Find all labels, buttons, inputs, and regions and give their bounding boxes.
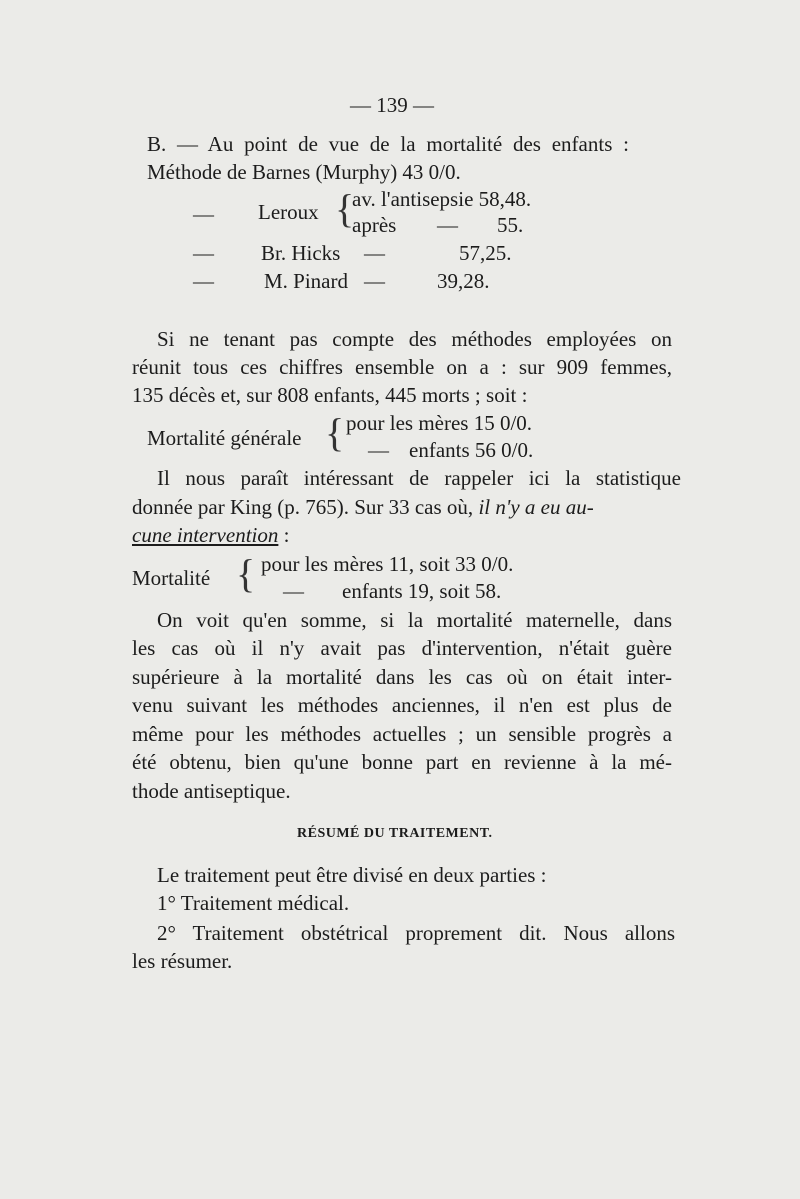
hicks-value: 57,25. xyxy=(459,241,512,265)
text-line: été obtenu, bien qu'une bonne part en revienne à la mé- xyxy=(132,750,672,774)
mortality-general-children: enfants 56 0/0. xyxy=(409,438,534,462)
hicks-mid-dash: — xyxy=(364,241,385,265)
hicks-name: Br. Hicks xyxy=(261,241,341,265)
mortality-mothers: pour les mères 11, soit 33 0/0. xyxy=(261,552,514,576)
text-line: Le traitement peut être divisé en deux parties : xyxy=(157,863,547,887)
text-line: thode antiseptique. xyxy=(132,779,291,803)
mortality-general-dash: — xyxy=(368,438,389,462)
pinard-name: M. Pinard xyxy=(264,269,348,293)
text-line: même pour les méthodes actuelles ; un sensible progrès a xyxy=(132,722,672,746)
mortality-label: Mortalité xyxy=(132,566,211,590)
pinard-dash: — xyxy=(193,269,214,293)
text-line: Méthode de Barnes (Murphy) 43 0/0. xyxy=(147,160,461,184)
section-title: RÉSUMÉ DU TRAITEMENT. xyxy=(297,826,493,841)
leroux-name: Leroux xyxy=(258,200,319,224)
brace-icon: { xyxy=(335,186,355,231)
text-line: 1° Traitement médical. xyxy=(157,891,350,915)
leroux-dash: — xyxy=(193,202,214,226)
text-line: les résumer. xyxy=(132,949,233,973)
mortality-dash: — xyxy=(283,579,304,603)
text-line: Si ne tenant pas compte des méthodes employées on xyxy=(157,327,672,351)
leroux-after-label: après xyxy=(352,213,397,237)
text-line: venu suivant les méthodes anciennes, il n'en est plus de xyxy=(132,693,672,717)
text-line: Il nous paraît intéressant de rappeler ici la statistique xyxy=(157,466,681,490)
leroux-before: av. l'antisepsie 58,48. xyxy=(352,187,532,211)
text-line: supérieure à la mortalité dans les cas où on était inter- xyxy=(132,665,672,689)
text-span: donnée par King (p. 765). Sur 33 cas où, xyxy=(132,495,474,519)
mortality-general-mothers: pour les mères 15 0/0. xyxy=(346,411,533,435)
mortality-children: enfants 19, soit 58. xyxy=(342,579,502,603)
text-line: 135 décès et, sur 808 enfants, 445 morts ; soit : xyxy=(132,383,528,407)
text-line: réunit tous ces chiffres ensemble on a : sur 909 femmes, xyxy=(132,355,672,379)
text-span-italic: cune intervention xyxy=(132,523,279,547)
page-number: — 139 — xyxy=(350,93,434,117)
text-line: B. — Au point de vue de la mortalité des enfants : xyxy=(147,132,629,156)
leroux-after-value: 55. xyxy=(497,213,524,237)
brace-icon: { xyxy=(236,551,256,596)
text-span: : xyxy=(278,523,290,547)
text-line xyxy=(132,494,594,520)
text-line: On voit qu'en somme, si la mortalité maternelle, dans xyxy=(157,608,672,632)
brace-icon: { xyxy=(325,410,345,455)
hicks-dash: — xyxy=(193,241,214,265)
mortality-general-label: Mortalité générale xyxy=(147,426,302,450)
text-span-italic: il n'y a eu au- xyxy=(478,495,594,519)
pinard-mid-dash: — xyxy=(364,269,385,293)
pinard-value: 39,28. xyxy=(437,269,490,293)
text-line: les cas où il n'y avait pas d'intervention, n'était guère xyxy=(132,636,672,660)
text-line: 2° Traitement obstétrical proprement dit. Nous allons xyxy=(157,921,675,945)
text-line xyxy=(132,522,289,548)
leroux-after-dash: — xyxy=(437,213,458,237)
